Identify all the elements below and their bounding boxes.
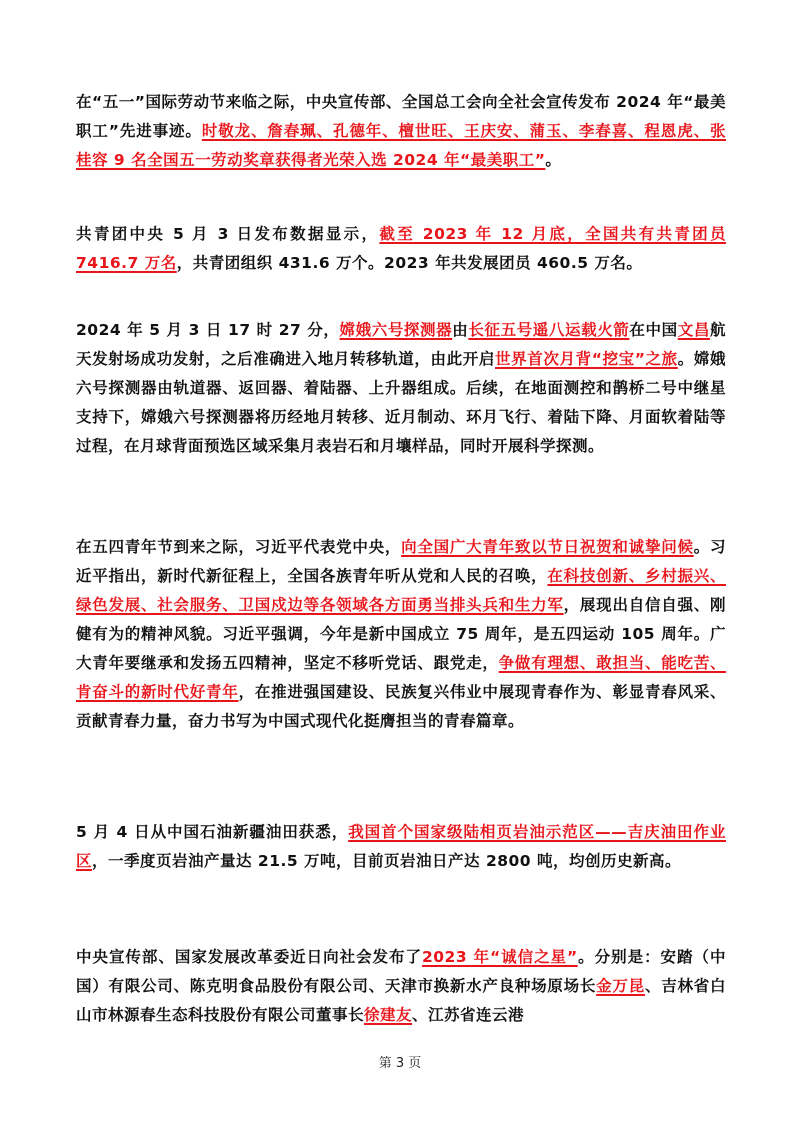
text-run: 、吉林省白山市林源春生态科技股份有限公司董事长 <box>76 977 726 1024</box>
highlighted-text: 我国首个国家级陆相页岩油示范区——吉庆油田作业区 <box>76 823 726 870</box>
highlighted-text: 金万昆 <box>596 977 645 995</box>
highlighted-text: 2023 年“诚信之星” <box>421 948 578 966</box>
text-run: 。分别是：安踏（中国）有限公司、陈克明食品股份有限公司、天津市换新水产良种场原场长 <box>76 948 726 995</box>
text-run: 、江苏省连云港 <box>412 1006 525 1024</box>
text-run: ，一季度页岩油产量达 21.5 万吨，目前页岩油日产达 2800 吨，均创历史新高。 <box>92 852 681 870</box>
text-run: 在五四青年节到来之际，习近平代表党中央， <box>76 538 402 556</box>
text-run: 由 <box>452 321 469 339</box>
highlighted-text: 嫦娥六号探测器 <box>339 321 453 339</box>
text-run: 。嫦娥六号探测器由轨道器、返回器、着陆器、上升器组成。后续，在地面测控和鹊桥二号中继星支持下，嫦娥六号探测器将历经地月转移、近月制动、环月飞行、着陆下降、月面软着陆等过程，在月球背面预选区域采集月表岩石和月壤样品，同时开展科学探测。 <box>76 350 726 455</box>
highlighted-text: 争做有理想、敢担当、能吃苦、肯奋斗的新时代好青年 <box>76 654 726 701</box>
text-run: 航天发射场成功发射，之后准确进入地月转移轨道，由此开启 <box>76 321 726 368</box>
highlighted-text: 文昌 <box>677 321 710 339</box>
highlighted-text: 徐建友 <box>364 1006 413 1024</box>
page-number: 第 3 页 <box>378 1056 422 1071</box>
paragraph-shale-oil <box>76 818 726 876</box>
highlighted-text: 向全国广大青年致以节日祝贺和诚挚问候 <box>401 538 694 556</box>
text-run: 共青团中央 5 月 3 日发布数据显示， <box>76 225 380 243</box>
text-run: ，在推进强国建设、民族复兴伟业中展现青春作为、彰显青春风采、贡献青春力量，奋力书写为中国式现代化挺膺担当的青春篇章。 <box>76 683 726 730</box>
text-run: ，共青团组织 431.6 万个。2023 年共发展团员 460.5 万名。 <box>176 254 643 272</box>
paragraph-model-workers <box>76 88 726 175</box>
text-run: ，展现出自信自强、刚健有为的精神风貌。习近平强调，今年是新中国成立 75 周年，是五四运动 105 周年。广大青年要继承和发扬五四精神，坚定不移听党话、跟党走， <box>76 596 726 672</box>
highlighted-text: 世界首次月背“挖宝”之旅 <box>495 350 678 368</box>
text-run: 在“五一”国际劳动节来临之际，中央宣传部、全国总工会向全社会宣传发布 2024 年“最美职工”先进事迹。 <box>76 93 726 140</box>
paragraph-youth-league <box>76 220 726 278</box>
text-run: 2024 年 5 月 3 日 17 时 27 分， <box>76 321 340 339</box>
text-run: 。 <box>545 151 562 169</box>
highlighted-text: 长征五号遥八运载火箭 <box>468 321 630 339</box>
text-run: 在中国 <box>629 321 678 339</box>
paragraph-youth-day <box>76 533 726 736</box>
highlighted-text: 截至 2023 年 12 月底，全国共有共青团员 7416.7 万名 <box>76 225 727 272</box>
paragraph-change6 <box>76 316 726 461</box>
paragraph-integrity-stars <box>76 943 726 1030</box>
highlighted-text: 在科技创新、乡村振兴、绿色发展、社会服务、卫国戍边等各领域各方面勇当排头兵和生力军 <box>76 567 726 614</box>
text-run: 中央宣传部、国家发展改革委近日向社会发布了 <box>76 948 422 966</box>
highlighted-text: 时敬龙、詹春珮、孔德年、檀世旺、王庆安、蒲玉、李春喜、程恩虎、张桂容 9 名全国五一劳动奖章获得者光荣入选 2024 年“最美职工” <box>76 122 726 169</box>
text-run: 5 月 4 日从中国石油新疆油田获悉， <box>76 823 349 841</box>
text-run: 。习近平指出，新时代新征程上，全国各族青年听从党和人民的召唤， <box>76 538 726 585</box>
